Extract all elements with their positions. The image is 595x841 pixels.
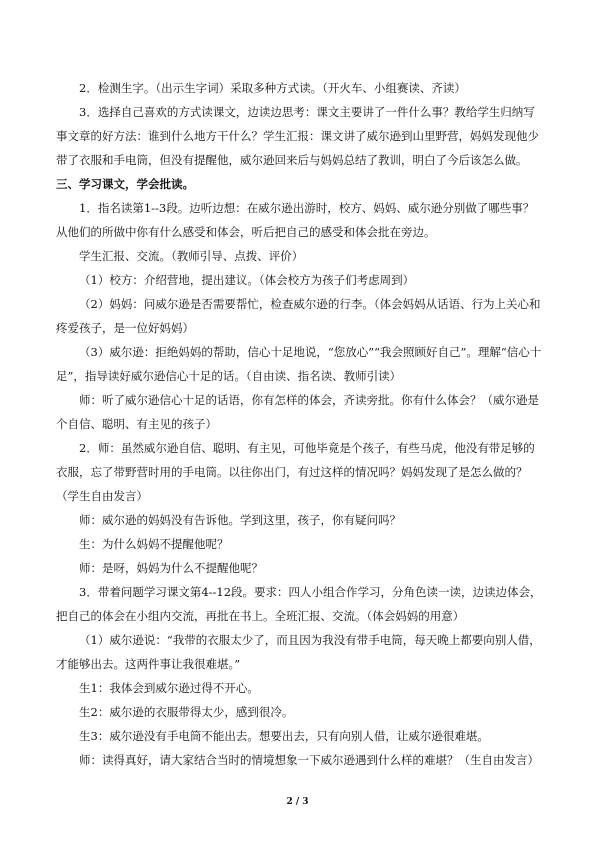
paragraph: （1）威尔逊说：“我带的衣服太少了，而且因为我没有带手电筒，每天晚上都要向别人借，才能够出去。这两件事让我很难堪。”	[56, 633, 541, 671]
paragraph: 3．选择自己喜欢的方式读课文，边读边思考：课文主要讲了一件什么事？教给学生归纳写事文章的好方法：谁到什么地方干什么？学生汇报：课文讲了威尔逊到山里野营，妈妈发现他少带了衣服和手电筒，但没有提醒他，威尔逊回来后与妈妈总结了教训，明白了今后该怎么做。	[56, 105, 539, 167]
paragraph: 2．师：虽然威尔逊自信、聪明、有主见，可他毕竟是个孩子，有些马虎，他没有带足够的衣服，忘了带野营时用的手电筒。以往你出门，有过这样的情况吗？妈妈发现了是怎么做的？（学生自由发言）	[56, 441, 535, 503]
paragraph: 3．带着问题学习课文第4--12段。要求：四人小组合作学习，分角色读一读，边读边体会，把自己的体会在小组内交流，再批在书上。全班汇报、交流。（体会妈妈的用意）	[56, 585, 542, 623]
paragraph: 2．检测生字。（出示生字词）采取多种方式读。（开火车、小组赛读、齐读）	[79, 81, 466, 95]
paragraph: （3）威尔逊：拒绝妈妈的帮助，信心十足地说，“您放心”“我会照顾好自己”。理解“信心十足”，指导读好威尔逊信心十足的话。（自由读、指名读、教师引读）	[56, 345, 542, 383]
paragraph: （2）妈妈：问威尔逊是否需要帮忙，检查威尔逊的行李。（体会妈妈从话语、行为上关心和疼爱孩子，是一位好妈妈）	[56, 297, 541, 335]
paragraph: （1）校方：介绍营地，提出建议。（体会校方为孩子们考虑周到）	[79, 273, 415, 287]
paragraph: 师：听了威尔逊信心十足的话语，你有怎样的体会，齐读旁批。你有什么体会？（威尔逊是个自信、聪明、有主见的孩子）	[56, 393, 539, 431]
paragraph: 学生汇报、交流。（教师引导、点拨、评价）	[79, 249, 304, 263]
paragraph: 师：读得真好，请大家结合当时的情境想象一下威尔逊遇到什么样的难堪？（生自由发言）	[79, 753, 539, 767]
section-heading: 三、学习课文，学会批读。	[56, 177, 194, 191]
paragraph: 师：是呀，妈妈为什么不提醒他呢？	[79, 561, 263, 575]
paragraph: 师：威尔逊的妈妈没有告诉他。学到这里，孩子，你有疑问吗？	[79, 513, 401, 527]
paragraph: 生2：威尔逊的衣服带得太少，感到很冷。	[79, 705, 294, 719]
document-body	[56, 72, 544, 772]
paragraph: 生3：威尔逊没有手电筒不能出去。想要出去，只有向别人借，让威尔逊很难堪。	[79, 729, 489, 743]
page-number: 2 / 3	[286, 797, 309, 807]
paragraph: 1．指名读第1--3段。边听边想：在威尔逊出游时，校方、妈妈、威尔逊分别做了哪些事？从他们的所做中你有什么感受和体会，听后把自己的感受和体会批在旁边。	[56, 201, 535, 239]
paragraph: 生1：我体会到威尔逊过得不开心。	[79, 681, 259, 695]
paragraph: 生：为什么妈妈不提醒他呢？	[79, 537, 229, 551]
